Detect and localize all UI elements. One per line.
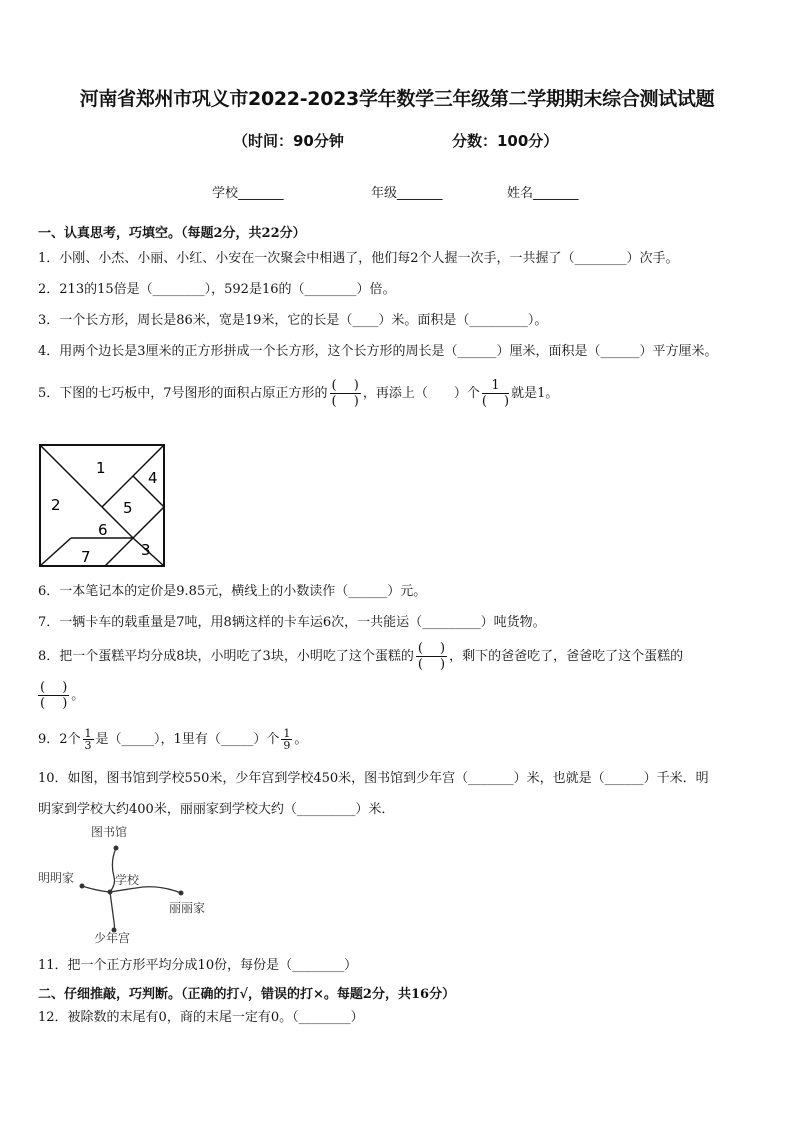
question-11: 11．把一个正方形平均分成10份，每份是（________） [38, 958, 358, 973]
page-title: 河南省郑州市巩义市2022-2023学年数学三年级第二学期期末综合测试试题 [79, 88, 715, 110]
q9-third-den: 3 [84, 739, 92, 752]
question-3: 3．一个长方形，周长是86米，宽是19米，它的长是（____）米。面积是（_________）。 [38, 313, 548, 328]
map-figure [38, 822, 218, 947]
map-library: 图书馆 [91, 825, 128, 839]
section-1-heading: 一、认真思考，巧填空。（每题2分，共22分） [38, 226, 306, 241]
q9-text-c: 。 [294, 732, 308, 747]
q9-fraction-ninth [281, 728, 292, 751]
tangram-figure [38, 443, 168, 568]
question-10-line-2: 明家到学校大约400米，丽丽家到学校大约（_________）米． [38, 802, 395, 817]
q9-ninth-num: 1 [283, 727, 291, 740]
grade-field[interactable]: 年级_______ [371, 186, 443, 201]
q5-text-b: ，再添上（ ）个 [362, 386, 480, 401]
school-field[interactable]: 学校_______ [212, 186, 284, 201]
q5-text-a: 5．下图的七巧板中，7号图形的面积占原正方形的 [38, 386, 328, 401]
time-label: （时间：90分钟 [233, 132, 344, 150]
q8-fraction-blank [416, 641, 447, 672]
map-youth-palace: 少年宫 [94, 931, 131, 945]
q5-fraction-one [482, 378, 509, 409]
question-5 [38, 378, 558, 409]
q8-frac2-den: ( ) [40, 696, 68, 711]
name-field[interactable]: 姓名_______ [507, 186, 579, 201]
q8-frac-num: ( ) [417, 641, 446, 656]
question-10-line-1: 10．如图，图书馆到学校550米，少年宫到学校450米，图书馆到少年宫（_______）米，也就是（______）千米．明 [38, 771, 709, 786]
q8-frac2-num: ( ) [40, 680, 68, 695]
q9-third-num: 1 [84, 727, 92, 740]
tangram-label-6: 6 [98, 521, 108, 539]
tangram-label-3: 3 [141, 541, 151, 559]
question-9 [38, 728, 307, 751]
q8-fraction-blank-2 [38, 680, 69, 711]
q8-text-b: ，剩下的爸爸吃了，爸爸吃了这个蛋糕的 [449, 649, 684, 664]
q5-one-den: ( ) [481, 394, 510, 409]
q5-frac-num: ( ) [331, 378, 359, 393]
question-8 [38, 641, 683, 672]
q9-text-a: 9．2个 [38, 732, 81, 747]
tangram-label-5: 5 [123, 499, 133, 517]
question-12: 12．被除数的末尾有0，商的末尾一定有0。（________） [38, 1010, 364, 1025]
q5-fraction-blank [330, 378, 361, 409]
q9-fraction-third [83, 728, 94, 751]
section-2-heading: 二、仔细推敲，巧判断。（正确的打√，错误的打×。每题2分，共16分） [38, 987, 456, 1002]
q9-ninth-den: 9 [283, 739, 291, 752]
question-4: 4．用两个边长是3厘米的正方形拼成一个长方形，这个长方形的周长是（______）厘米，面积是（______）平方厘米。 [38, 344, 718, 359]
q5-one-num: 1 [482, 378, 509, 394]
question-8-cont [38, 680, 84, 711]
q5-text-c: 就是1。 [511, 386, 559, 401]
tangram-label-7: 7 [81, 548, 91, 566]
map-school: 学校 [115, 873, 140, 887]
q9-text-b: 是（_____），1里有（_____）个 [95, 732, 280, 747]
map-lili-home: 丽丽家 [169, 901, 206, 915]
q8-frac-den: ( ) [417, 657, 446, 672]
tangram-label-4: 4 [148, 469, 158, 487]
score-label: 分数：100分） [452, 132, 559, 150]
question-7: 7．一辆卡车的载重量是7吨，用8辆这样的卡车运6次，一共能运（_________）吨货物。 [38, 615, 546, 630]
question-2: 2．213的15倍是（________），592是16的（________）倍。 [38, 282, 396, 297]
q8-end: 。 [71, 688, 85, 703]
q8-text-a: 8．把一个蛋糕平均分成8块，小明吃了3块，小明吃了这个蛋糕的 [38, 649, 414, 664]
q5-frac-den: ( ) [331, 394, 359, 409]
tangram-label-2: 2 [51, 496, 61, 514]
question-6: 6．一本笔记本的定价是9.85元，横线上的小数读作（______）元。 [38, 584, 427, 599]
question-1: 1．小刚、小杰、小丽、小红、小安在一次聚会中相遇了，他们每2个人握一次手，一共握了（________）次手。 [38, 251, 679, 266]
tangram-label-1: 1 [96, 459, 106, 477]
map-mingming-home: 明明家 [38, 871, 75, 885]
